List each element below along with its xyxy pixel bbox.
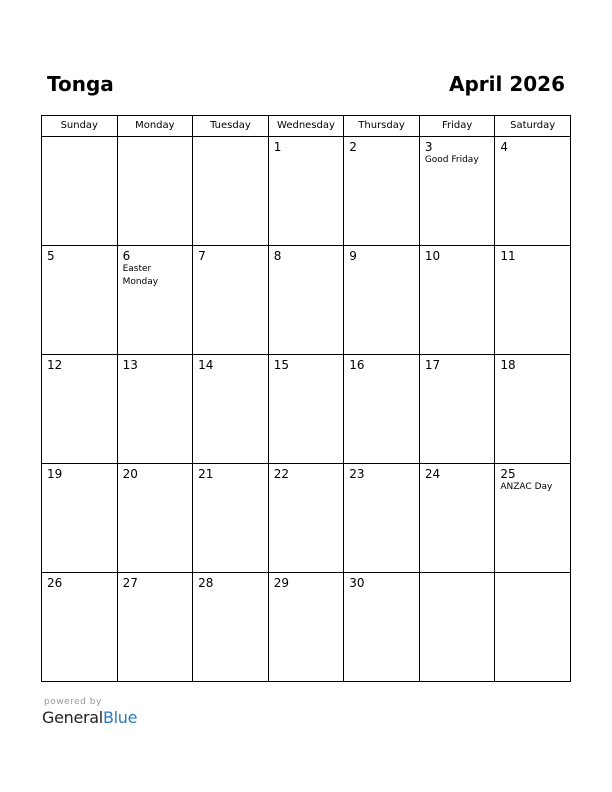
holiday-label: ANZAC Day <box>500 482 553 492</box>
day-cell <box>419 464 495 573</box>
day-cell <box>117 137 193 246</box>
day-cell <box>193 355 269 464</box>
weekday-header: Sunday <box>42 116 118 137</box>
day-cell <box>344 137 420 246</box>
weekday-header: Friday <box>419 116 495 137</box>
calendar-grid <box>41 115 571 682</box>
day-cell <box>495 573 571 682</box>
weekday-header: Wednesday <box>268 116 344 137</box>
day-cell <box>419 573 495 682</box>
day-cell <box>42 246 118 355</box>
day-number: 19 <box>47 467 63 481</box>
day-number: 1 <box>273 140 282 154</box>
day-number: 28 <box>198 576 214 590</box>
day-number: 17 <box>424 358 441 372</box>
day-number: 7 <box>198 249 206 263</box>
day-cell <box>344 246 420 355</box>
generalblue-logo[interactable] <box>42 708 137 728</box>
day-number: 16 <box>349 358 365 372</box>
powered-by-label: powered by <box>44 697 102 707</box>
brand-blue-text: Blue <box>102 708 138 727</box>
day-number: 5 <box>47 249 55 263</box>
day-number: 21 <box>198 467 214 481</box>
day-number: 4 <box>500 140 509 154</box>
day-number: 3 <box>424 140 433 154</box>
day-cell <box>495 464 571 573</box>
day-cell <box>344 573 420 682</box>
day-number: 12 <box>47 358 63 372</box>
weekday-header: Thursday <box>344 116 420 137</box>
day-cell <box>495 355 571 464</box>
day-cell <box>117 573 193 682</box>
day-cell <box>117 355 193 464</box>
holiday-label: Good Friday <box>424 155 479 165</box>
day-cell <box>344 464 420 573</box>
day-cell <box>419 137 495 246</box>
week-row <box>42 464 571 573</box>
day-cell <box>268 573 344 682</box>
day-cell <box>193 137 269 246</box>
day-number: 20 <box>122 467 138 481</box>
day-number: 22 <box>273 467 289 481</box>
day-number: 15 <box>273 358 289 372</box>
weekday-header: Tuesday <box>193 116 269 137</box>
day-number: 14 <box>198 358 214 372</box>
day-cell <box>268 464 344 573</box>
day-number: 24 <box>424 467 441 481</box>
day-cell <box>268 246 344 355</box>
day-cell <box>42 355 118 464</box>
day-cell <box>193 464 269 573</box>
day-cell <box>495 246 571 355</box>
day-number: 30 <box>349 576 365 590</box>
month-title: April 2026 <box>449 72 565 96</box>
week-row <box>42 246 571 355</box>
week-row <box>42 355 571 464</box>
day-number: 9 <box>349 249 357 263</box>
day-number: 13 <box>122 358 138 372</box>
day-number: 29 <box>273 576 289 590</box>
day-number: 8 <box>273 249 282 263</box>
day-cell <box>42 464 118 573</box>
day-number: 11 <box>500 249 516 263</box>
day-cell <box>193 573 269 682</box>
brand-general-text: General <box>42 708 103 727</box>
day-number: 2 <box>349 140 357 154</box>
day-cell <box>419 246 495 355</box>
country-title: Tonga <box>47 72 114 96</box>
week-row <box>42 573 571 682</box>
day-cell <box>495 137 571 246</box>
day-number: 6 <box>122 249 131 263</box>
day-cell <box>117 246 193 355</box>
day-cell <box>193 246 269 355</box>
day-cell <box>42 137 118 246</box>
day-cell <box>344 355 420 464</box>
day-number: 27 <box>122 576 138 590</box>
day-cell <box>268 355 344 464</box>
day-cell <box>42 573 118 682</box>
weekday-header-row <box>42 116 571 137</box>
holiday-label: Easter Monday <box>122 264 159 287</box>
day-number: 25 <box>500 467 516 481</box>
day-cell <box>419 355 495 464</box>
day-cell <box>268 137 344 246</box>
weekday-header: Monday <box>117 116 193 137</box>
weekday-header: Saturday <box>495 116 571 137</box>
day-number: 26 <box>47 576 63 590</box>
day-cell <box>117 464 193 573</box>
day-number: 18 <box>500 358 516 372</box>
day-number: 23 <box>349 467 365 481</box>
week-row <box>42 137 571 246</box>
day-number: 10 <box>424 249 441 263</box>
